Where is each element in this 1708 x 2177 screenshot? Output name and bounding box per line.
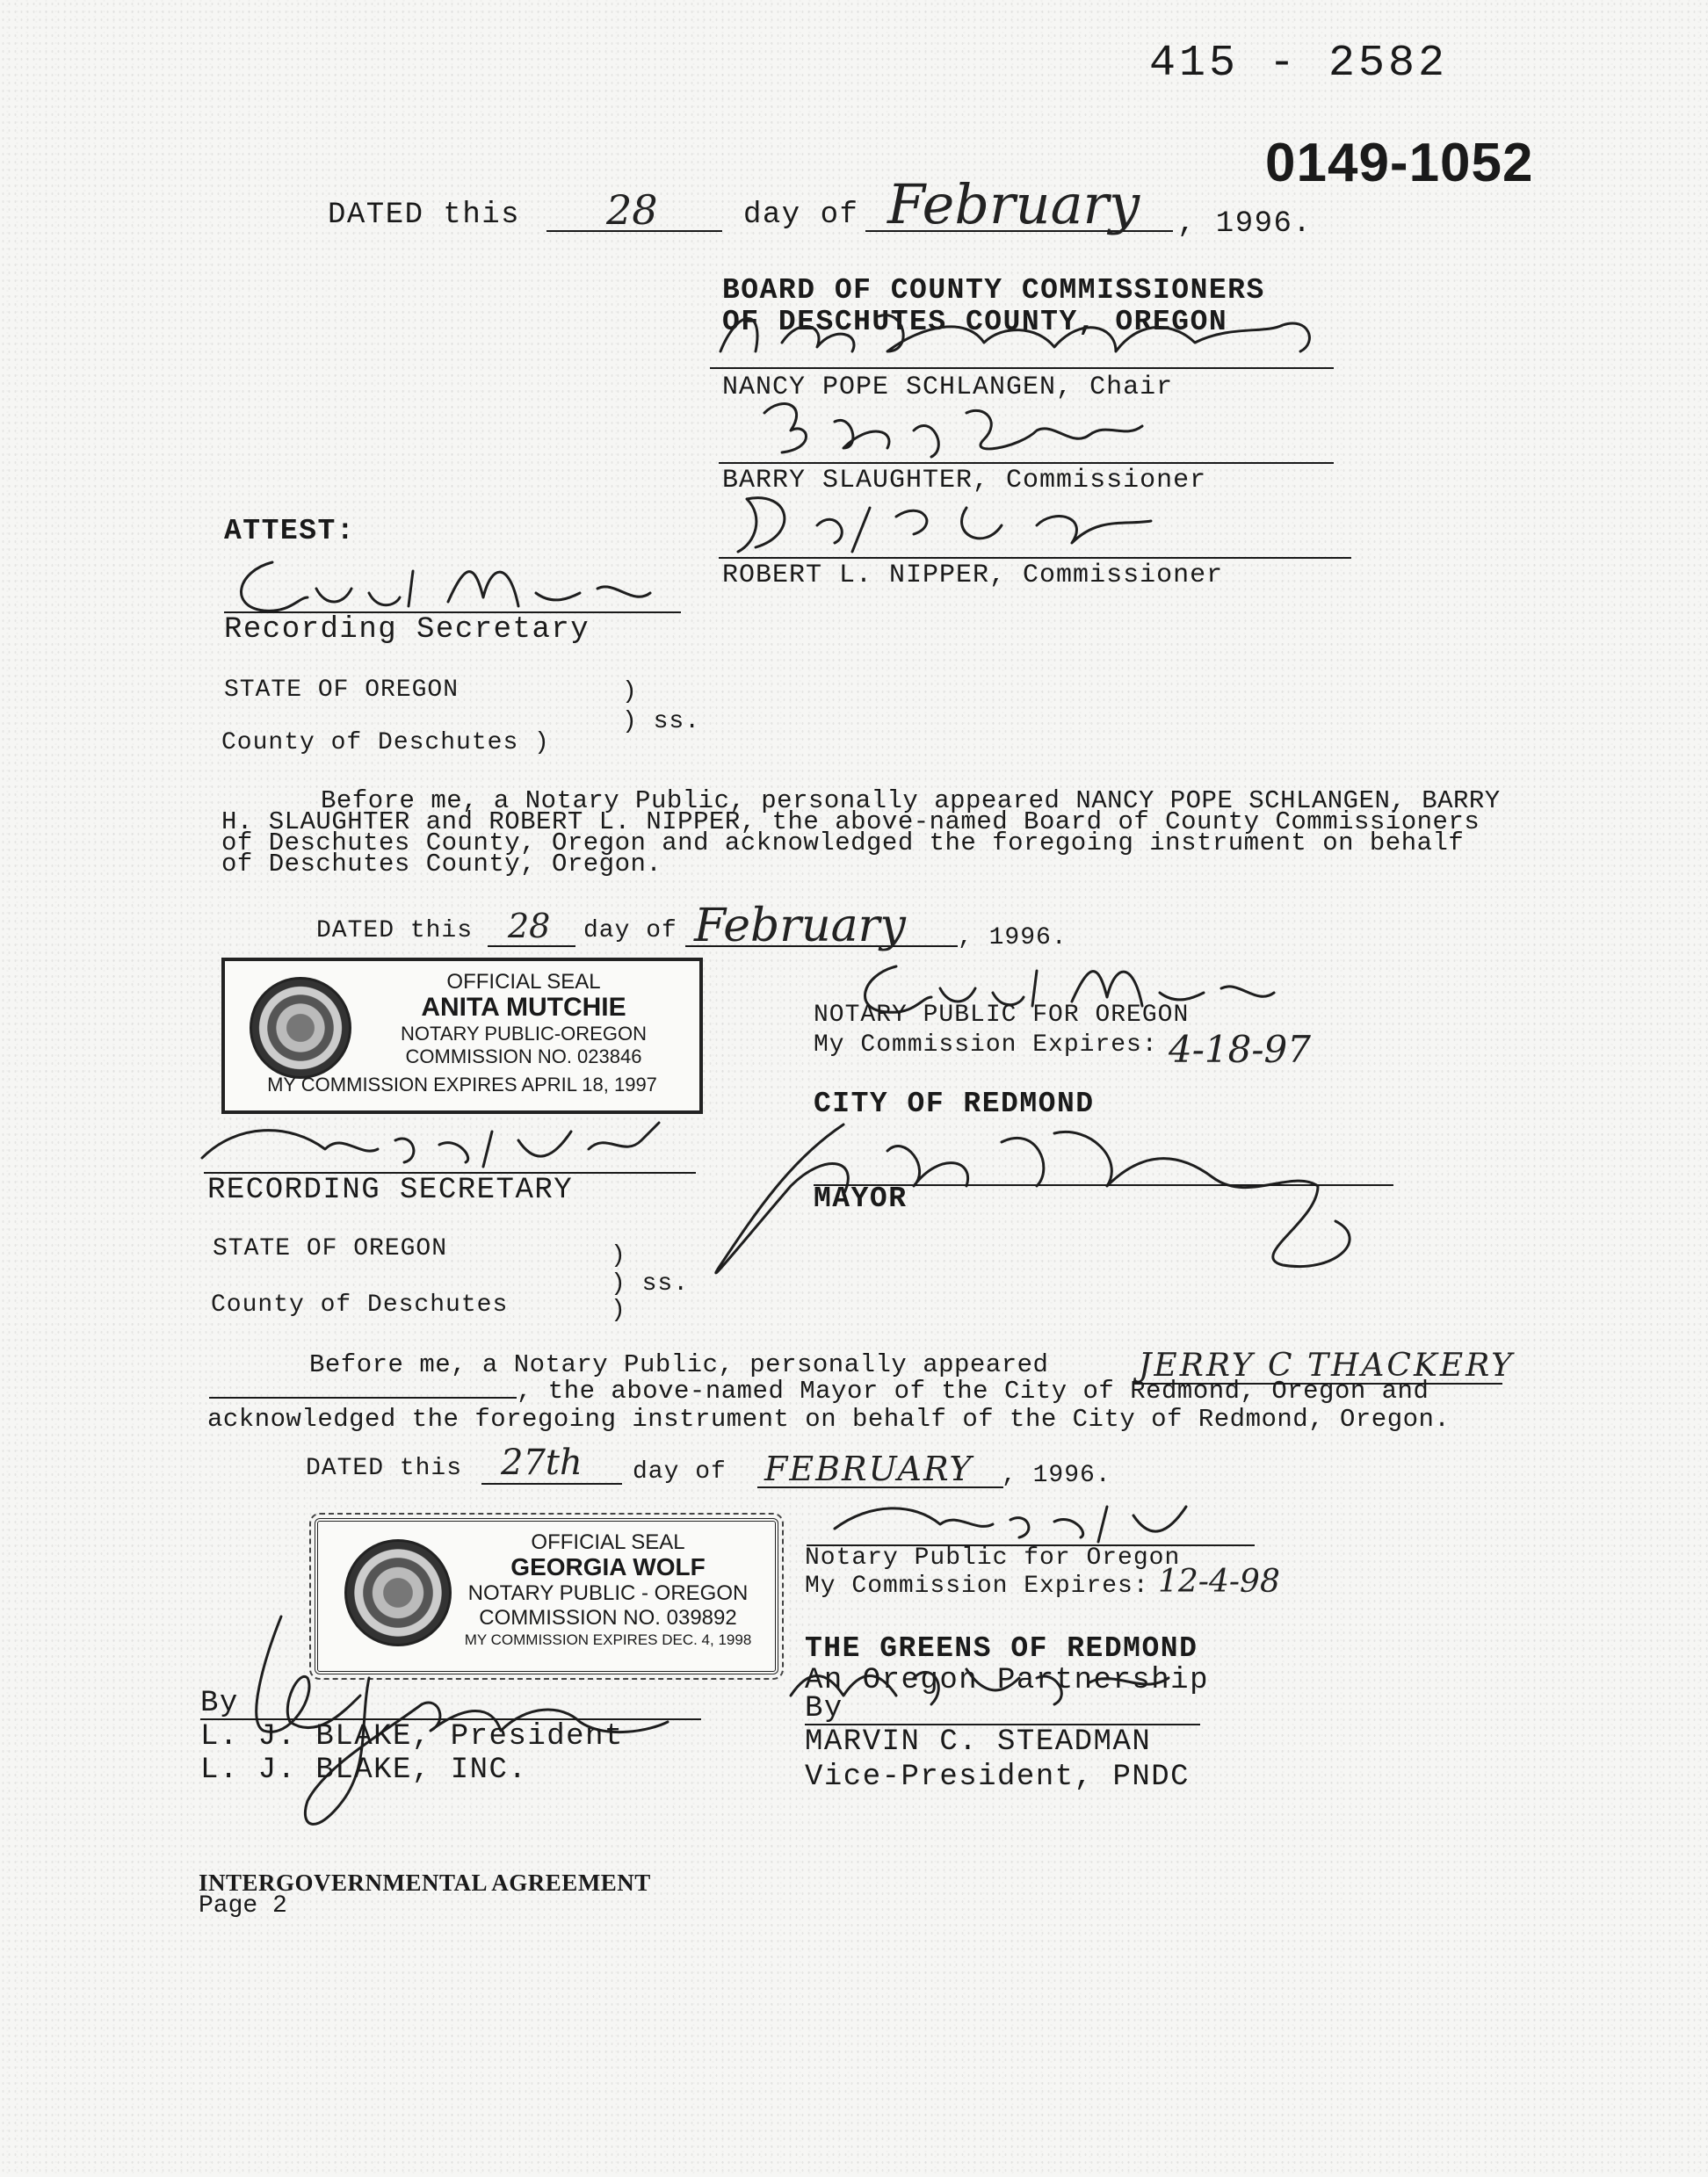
notary2-commission-date: 12-4-98 — [1158, 1564, 1280, 1600]
blake-company: L. J. BLAKE, INC. — [200, 1754, 528, 1787]
notary2-month: FEBRUARY — [764, 1450, 973, 1488]
seal2-line5: MY COMMISSION EXPIRES DEC. 4, 1998 — [464, 1631, 752, 1648]
thackery-mayor-signature — [685, 1089, 1388, 1300]
slaughter-signature-line — [719, 462, 1334, 464]
ack2-line1-prefix: Before me, a Notary Public, personally appeared — [309, 1350, 1049, 1379]
day-of-label: day of — [743, 199, 859, 232]
dated-day: 28 — [606, 186, 658, 234]
seal1-line3: NOTARY PUBLIC-OREGON — [401, 1023, 647, 1045]
recording-secretary-label: Recording Secretary — [224, 613, 590, 647]
seal1-line5: MY COMMISSION EXPIRES APRIL 18, 1997 — [267, 1074, 657, 1096]
notary1-commission-label: My Commission Expires: — [814, 1031, 1158, 1059]
reference-number: 415 - 2582 — [1149, 39, 1449, 89]
signer-schlangen: NANCY POPE SCHLANGEN, Chair — [722, 372, 1174, 402]
seal2-line1: OFFICIAL SEAL — [531, 1530, 685, 1554]
official-seal-mutchie — [221, 958, 703, 1114]
seal2-line4: COMMISSION NO. 039892 — [479, 1606, 737, 1630]
notary1-title: NOTARY PUBLIC FOR OREGON — [814, 1002, 1190, 1029]
mayor-label: MAYOR — [814, 1183, 908, 1215]
venue-paren-2a: ) — [611, 1242, 626, 1269]
venue-ss-2: ) ss. — [611, 1270, 690, 1298]
slaughter-signature — [756, 387, 1177, 466]
dated-prefix: DATED this — [328, 199, 521, 232]
schlangen-signature — [703, 290, 1335, 369]
notary2-day: 27th — [501, 1443, 583, 1483]
notary1-day-of: day of — [583, 917, 677, 944]
blake-signature — [211, 1590, 720, 1845]
document-title: INTERGOVERNMENTAL AGREEMENT — [199, 1870, 651, 1896]
ack-line-1: Before me, a Notary Public, personally appeared NANCY POPE SCHLANGEN, BARRY — [321, 786, 1501, 815]
notary2-day-blank — [481, 1483, 622, 1485]
ack2-name: JERRY C THACKERY — [1139, 1348, 1515, 1384]
wolf-secretary-signature — [185, 1105, 677, 1175]
nipper-signature — [720, 481, 1177, 561]
notary1-dated-prefix: DATED this — [316, 917, 474, 944]
venue-paren-1: ) — [622, 678, 638, 705]
seal2-line3: NOTARY PUBLIC - OREGON — [467, 1581, 749, 1605]
ack-line-2: H. SLAUGHTER and ROBERT L. NIPPER, the above-named Board of County Commissioners — [221, 807, 1480, 836]
venue-county-1: County of Deschutes ) — [221, 729, 550, 756]
greens-name: THE GREENS OF REDMOND — [805, 1632, 1198, 1665]
notary2-title: Notary Public for Oregon — [805, 1544, 1181, 1572]
blake-by-label: By — [200, 1687, 239, 1720]
ack-line-3: of Deschutes County, Oregon and acknowledged the foregoing instrument on behalf — [221, 828, 1465, 857]
notary2-dated-prefix: DATED this — [306, 1455, 463, 1482]
notary1-year: , 1996. — [958, 924, 1068, 951]
venue-ss-1: ) ss. — [622, 708, 701, 735]
seal1-line2: ANITA MUTCHIE — [421, 993, 626, 1022]
notary2-year: , 1996. — [1002, 1462, 1111, 1489]
dated-month: February — [887, 172, 1140, 236]
page-number: Page 2 — [199, 1892, 287, 1920]
board-title-line2: OF DESCHUTES COUNTY, OREGON — [722, 306, 1228, 338]
nipper-signature-line — [719, 557, 1351, 559]
greens-signer: MARVIN C. STEADMAN — [805, 1725, 1152, 1759]
dated-year: , 1996. — [1177, 207, 1313, 241]
seal1-line1: OFFICIAL SEAL — [446, 970, 601, 994]
recording-secretary-caps: RECORDING SECRETARY — [207, 1174, 574, 1207]
venue-state-2: STATE OF OREGON — [213, 1235, 448, 1262]
ack-line-4: of Deschutes County, Oregon. — [221, 850, 662, 879]
ack2-line3: acknowledged the foregoing instrument on behalf of the City of Redmond, Oregon. — [207, 1405, 1451, 1434]
venue-state-1: STATE OF OREGON — [224, 676, 460, 704]
notary1-month: February — [694, 900, 906, 952]
seal2-line2: GEORGIA WOLF — [510, 1553, 706, 1580]
venue-paren-2b: ) — [611, 1297, 626, 1324]
oregon-state-seal-emblem — [250, 977, 351, 1079]
notary1-commission-date: 4-18-97 — [1169, 1028, 1311, 1071]
city-of-redmond: CITY OF REDMOND — [814, 1088, 1095, 1120]
venue-county-2: County of Deschutes — [211, 1291, 509, 1319]
seal1-line4: COMMISSION NO. 023846 — [405, 1045, 642, 1067]
greens-signer-title: Vice-President, PNDC — [805, 1761, 1191, 1794]
notary2-day-of: day of — [633, 1458, 727, 1486]
greens-by-label: By — [805, 1692, 843, 1725]
board-title-line1: BOARD OF COUNTY COMMISSIONERS — [722, 274, 1265, 307]
signer-slaughter: BARRY SLAUGHTER, Commissioner — [722, 466, 1207, 495]
ack2-line2: , the above-named Mayor of the City of Redmond, Oregon and — [517, 1377, 1429, 1406]
blake-name: L. J. BLAKE, President — [200, 1720, 624, 1754]
notary1-day: 28 — [508, 907, 551, 945]
book-page-number: 0149-1052 — [1265, 133, 1534, 193]
ack2-name-blank-2 — [209, 1397, 517, 1399]
attest-label: ATTEST: — [224, 515, 356, 547]
signer-nipper: ROBERT L. NIPPER, Commissioner — [722, 561, 1224, 590]
greens-subtitle: An Oregon Partnership — [805, 1664, 1209, 1697]
schlangen-signature-line — [710, 367, 1334, 369]
notary1-day-blank — [488, 945, 575, 947]
notary2-commission-label: My Commission Expires: — [805, 1573, 1149, 1600]
